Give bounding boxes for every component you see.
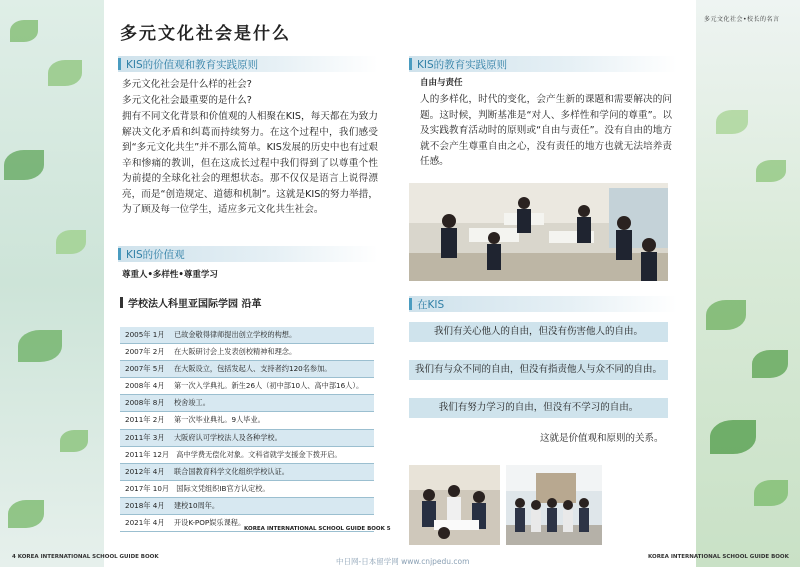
heading-bar	[409, 58, 412, 70]
students-photo-2	[506, 465, 602, 545]
left-intro-body: 拥有不同文化背景和价值观的人相聚在KIS，每天都在为致力解决文化矛盾和纠葛而持续努力。在这个过程中，我们感受到“多元文化共生”并不那么简单。KIS发展的历史中也有过艰辛和惨痛的教训，但在这成长过程中我们得到了以尊重个性为前提的全球化社会的理想状态。那不仅仅是语言上说得漂亮，而是“创造规定、道德和机制”。这就是KIS的努力举措，为了顾及每一位学生，适应多元文化共生社会。	[122, 111, 378, 215]
section-heading-at-kis	[409, 296, 677, 312]
page-number-footer: KOREA INTERNATIONAL SCHOOL GUIDE BOOK 5	[244, 526, 391, 532]
footer-right: KOREA INTERNATIONAL SCHOOL GUIDE BOOK	[648, 554, 789, 560]
section-heading-text: KIS的价值观	[126, 249, 185, 261]
footer-left: 4 KOREA INTERNATIONAL SCHOOL GUIDE BOOK	[12, 554, 159, 560]
heading-bar	[118, 248, 121, 260]
history-row: 2018年 4月 建校10周年。	[120, 498, 374, 515]
left-leaf-decoration	[0, 0, 104, 567]
title-marker	[120, 297, 123, 308]
history-row: 2007年 2月 在大阪研讨会上发表创校精神和理念。	[120, 344, 374, 361]
section-heading-text: 在KIS	[417, 299, 445, 311]
classroom-photo	[409, 183, 668, 281]
history-title-text: 学校法人科里亚国际学园 沿革	[128, 299, 262, 310]
section-heading-values	[118, 246, 378, 262]
section-heading-text: KIS的教育实践原则	[417, 59, 508, 71]
right-leaf-decoration	[696, 0, 800, 567]
watermark: 中日网-日本留学网 www.cnjpedu.com	[336, 557, 470, 566]
students-photo-1	[409, 465, 500, 545]
history-row: 2005年 1月 已故金敬得律师提出创立学校的构想。	[120, 327, 374, 344]
freedom-statement-3: 我们有努力学习的自由，但没有不学习的自由。	[409, 398, 668, 418]
section-heading-text: KIS的价值观和教育实践原则	[126, 59, 259, 71]
history-row: 2011年 3月 大阪府认可学校法人及各种学校。	[120, 430, 374, 447]
section-heading-practice-principles	[409, 56, 677, 72]
values-list: 尊重人•多样性•尊重学习	[122, 270, 218, 280]
heading-bar	[409, 298, 412, 310]
running-header: 多元文化社会•校长的名言	[704, 16, 780, 23]
section-heading-values-principles	[118, 56, 378, 72]
history-row: 2011年 12月 高中学费无偿化对象。文科省就学支援金下拨开启。	[120, 447, 374, 464]
history-row: 2012年 4月 联合国教育科学文化组织学校认证。	[120, 464, 374, 481]
history-row: 2007年 5月 在大阪设立，包括发起人、支持者约120名参加。	[120, 361, 374, 378]
history-title	[120, 295, 261, 310]
freedom-statement-1: 我们有关心他人的自由，但没有伤害他人的自由。	[409, 322, 668, 342]
left-intro-question-1: 多元文化社会是什么样的社会?	[122, 79, 252, 90]
page-title: 多元文化社会是什么	[120, 24, 291, 44]
conclusion-text: 这就是价值观和原则的关系。	[540, 433, 664, 444]
heading-bar	[118, 58, 121, 70]
right-practice-body: 人的多样化，时代的变化，会产生新的课题和需要解决的问题。这时候，判断基准是“对人、多样性和学问的尊重”。以及实践教育活动时的原则或“自由与责任”。没有自由的地方就不会产生尊重自由之心，没有责任的地方也就无法培养责任感。	[420, 94, 672, 167]
history-row: 2008年 4月 第一次入学典礼。新生26人（初中部10人、高中部16人）。	[120, 378, 374, 395]
history-table	[120, 327, 374, 532]
history-row: 2017年 10月 国际文凭组织IB官方认定校。	[120, 481, 374, 498]
history-row: 2021年 4月 开设K-POP娱乐课程。	[120, 515, 374, 532]
history-row: 2011年 2月 第一次毕业典礼。9人毕业。	[120, 412, 374, 429]
history-row: 2008年 8月 校舍竣工。	[120, 395, 374, 412]
freedom-responsibility-subtitle: 自由与责任	[420, 78, 463, 88]
freedom-statement-2: 我们有与众不同的自由，但没有指责他人与众不同的自由。	[409, 360, 668, 380]
left-intro-question-2: 多元文化社会最重要的是什么?	[122, 95, 252, 106]
